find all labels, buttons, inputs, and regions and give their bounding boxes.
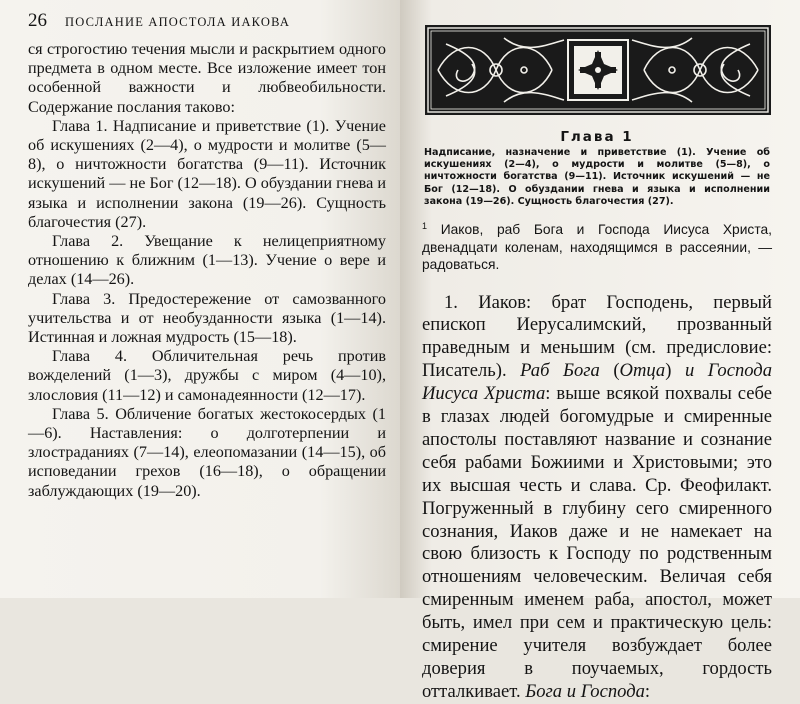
running-title: ПОСЛАНИЕ АПОСТОЛА ИАКОВА xyxy=(65,15,291,29)
verse-number: 1 xyxy=(422,221,428,232)
intro-paragraph: ся строгостию течения мысли и раскрытием одного предмета в одном месте. Все изложение имеет тон особенной важности и любвеобильности. Содержание послания таково: xyxy=(28,40,386,116)
commentary-text: : выше всякой похвалы себе в глазах людей богомудрые и смиренные апостолы поставляют название и сознание себя рабами Божиими и Христовыми; это их высшая честь и слава. Ср. Феофилакт. Погруженный в глубину сего смиренного сознания, Иаков даже и не намекает на свою близость к Господу по родственным отношениям человеческим. Величая себя смиренным именем раба, апостол, может быть, имел при сем и практическую цель: смирение учителя возбуждает более доверия в поучаемых, гордость отталкивает. xyxy=(422,383,772,702)
ornamental-headpiece xyxy=(424,24,772,116)
commentary-text: : xyxy=(644,680,651,702)
running-head xyxy=(28,10,386,40)
scripture-verse xyxy=(422,218,772,274)
commentary-text: ) xyxy=(665,360,685,382)
commentary-emphasis: Раб Бога xyxy=(520,360,600,382)
left-page xyxy=(0,0,400,598)
commentary-paragraph xyxy=(422,292,772,704)
chapter-summary-item: Глава 5. Обличение богатых жестокосердых (1—6). Наставления: о долготерпении и злостраданиях (7—14), елеопомазании (14—15), об исповедании грехов (16—18), о обращении заблуждающих (19—20). xyxy=(28,404,386,500)
chapter-summary-item: Глава 3. Предостережение от самозванного учительства и от необузданности языка (1—14). Истинная и ложная мудрость (15—18). xyxy=(28,289,386,347)
verse-text: Иаков, раб Бога и Господа Иисуса Христа, двенадцати коленам, находящимся в рассеянии, — радоваться. xyxy=(422,222,773,273)
left-body-text xyxy=(28,40,386,501)
chapter-summary-item: Глава 4. Обличительная речь против вожделений (1—3), дружбы с миром (4—10), злословия (11—12) и самонадеянности (12—17). xyxy=(28,347,386,404)
commentary-text: ( xyxy=(599,360,620,382)
chapter-title: Глава 1 xyxy=(560,129,634,145)
chapter-summary-item: Глава 2. Увещание к нелицеприятному отношению к ближним (1—13). Учение о вере и делах (14—26). xyxy=(28,232,386,289)
commentary-emphasis: Бога и Господа xyxy=(525,680,645,702)
commentary-text: 1. Иаков: брат Господень, первый епископ Иерусалимский, прозванный праведным и меньшим (см. предисловие: Писатель). xyxy=(422,291,772,382)
commentary-emphasis: и Господа Иисуса Христа xyxy=(422,360,772,405)
chapter-summary: Надписание, назначение и приветствие (1). Учение об искушениях (2—4), о мудрости и молитве (5—8), о ничтожности богатства (9—11). Источник искушений — не Бог (12—18). О обуздании гнева и языка и исполнении закона (19—26). Сущность благочестия (27). xyxy=(424,147,770,207)
right-page xyxy=(400,0,800,702)
page-number: 26 xyxy=(28,10,47,31)
chapter-summary-item: Глава 1. Надписание и приветствие (1). Учение об искушениях (2—4), о мудрости и молитве (5—8), о ничтожности богатства (9—11). Источник искушений — не Бог (12—18). О обуздании гнева и языка и исполнении закона (19—26). Сущность благочестия (27). xyxy=(28,116,386,231)
commentary-emphasis: Отца xyxy=(619,360,666,382)
